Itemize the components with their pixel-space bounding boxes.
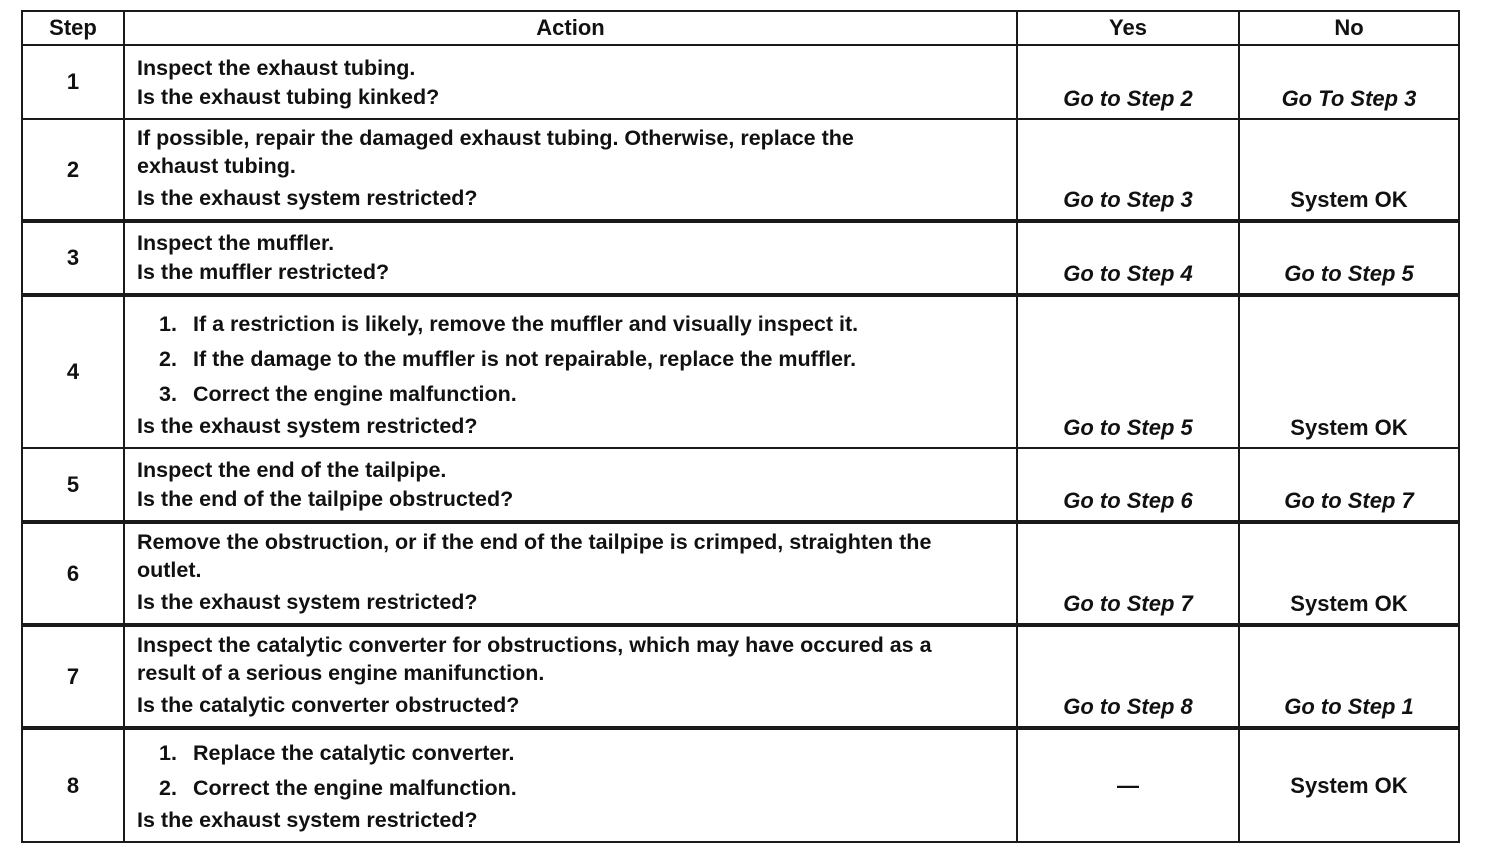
action-cell	[124, 448, 1017, 522]
step-number: 2	[22, 119, 124, 221]
table-row	[22, 522, 1459, 625]
table-row	[22, 221, 1459, 295]
list-item: 1. If a restriction is likely, remove the muffler and visually inspect it.	[159, 312, 859, 336]
question-text: Is the exhaust system restricted?	[137, 414, 478, 438]
table-row	[22, 728, 1459, 842]
question-text: Is the exhaust system restricted?	[137, 186, 478, 210]
list-item: 1. Replace the catalytic converter.	[159, 741, 515, 765]
question-text: Is the exhaust system restricted?	[137, 590, 478, 614]
yes-cell: Go to Step 5	[1017, 295, 1239, 448]
action-text: Inspect the exhaust tubing.	[137, 56, 416, 80]
yes-cell: Go to Step 6	[1017, 448, 1239, 522]
step-number: 7	[22, 625, 124, 728]
action-cell	[124, 221, 1017, 295]
no-cell: System OK	[1239, 295, 1459, 448]
table-row	[22, 295, 1459, 448]
step-number: 1	[22, 45, 124, 119]
action-text: Remove the obstruction, or if the end of the tailpipe is crimped, straighten the	[137, 530, 932, 554]
yes-cell: Go to Step 8	[1017, 625, 1239, 728]
action-cell	[124, 522, 1017, 625]
question-text: Is the catalytic converter obstructed?	[137, 693, 520, 717]
table-row	[22, 45, 1459, 119]
yes-cell: —	[1017, 728, 1239, 842]
yes-cell: Go to Step 3	[1017, 119, 1239, 221]
table-row	[22, 448, 1459, 522]
question-text: Is the exhaust system restricted?	[137, 808, 478, 832]
action-cell	[124, 295, 1017, 448]
yes-cell: Go to Step 2	[1017, 45, 1239, 119]
action-text: Inspect the muffler.	[137, 231, 335, 255]
action-text: Inspect the end of the tailpipe.	[137, 458, 447, 482]
action-cell	[124, 45, 1017, 119]
yes-cell: Go to Step 7	[1017, 522, 1239, 625]
question-text: Is the muffler restricted?	[137, 260, 390, 284]
action-list	[137, 307, 1006, 412]
action-text: Inspect the catalytic converter for obstructions, which may have occured as a	[137, 633, 932, 657]
step-number: 4	[22, 295, 124, 448]
action-cell	[124, 625, 1017, 728]
header-action: Action	[124, 11, 1017, 45]
header-step: Step	[22, 11, 124, 45]
table-row	[22, 625, 1459, 728]
action-cell	[124, 728, 1017, 842]
question-text: Is the exhaust tubing kinked?	[137, 85, 440, 109]
action-list	[137, 736, 1006, 806]
step-number: 5	[22, 448, 124, 522]
action-cell	[124, 119, 1017, 221]
no-cell: System OK	[1239, 522, 1459, 625]
no-cell: Go To Step 3	[1239, 45, 1459, 119]
action-text: outlet.	[137, 558, 202, 582]
diagnostic-table	[21, 10, 1460, 843]
question-text: Is the end of the tailpipe obstructed?	[137, 487, 514, 511]
header-row	[22, 11, 1459, 45]
no-cell: System OK	[1239, 119, 1459, 221]
no-cell: Go to Step 7	[1239, 448, 1459, 522]
step-number: 8	[22, 728, 124, 842]
yes-cell: Go to Step 4	[1017, 221, 1239, 295]
table-row	[22, 119, 1459, 221]
action-text: exhaust tubing.	[137, 154, 296, 178]
list-item: 2. Correct the engine malfunction.	[159, 776, 517, 800]
header-no: No	[1239, 11, 1459, 45]
action-text: result of a serious engine manifunction.	[137, 661, 545, 685]
step-number: 6	[22, 522, 124, 625]
no-cell: Go to Step 1	[1239, 625, 1459, 728]
step-number: 3	[22, 221, 124, 295]
no-cell: Go to Step 5	[1239, 221, 1459, 295]
header-yes: Yes	[1017, 11, 1239, 45]
list-item: 3. Correct the engine malfunction.	[159, 382, 517, 406]
list-item: 2. If the damage to the muffler is not repairable, replace the muffler.	[159, 347, 857, 371]
action-text: If possible, repair the damaged exhaust tubing. Otherwise, replace the	[137, 126, 854, 150]
no-cell: System OK	[1239, 728, 1459, 842]
